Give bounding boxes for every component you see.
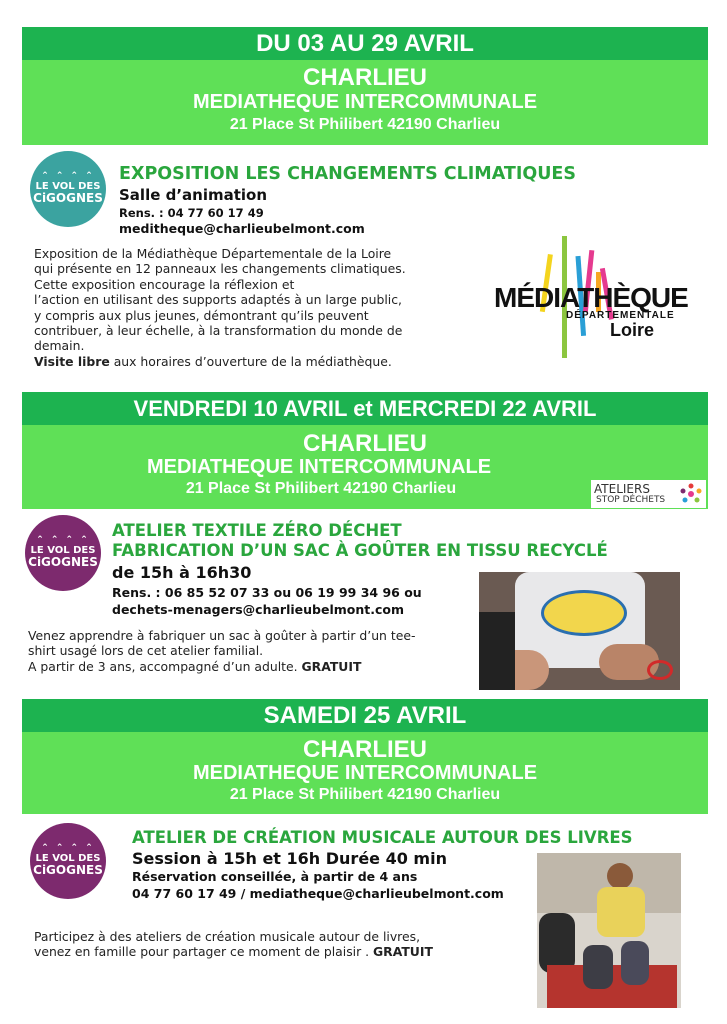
event-reservation-3: Réservation conseillée, à partir de 4 ans [132, 869, 418, 884]
event-description-3: Participez à des ateliers de création musicale autour de livres, venez en famille pour partager ce moment de plaisir . GRATUIT [34, 929, 433, 960]
vol-des-cigognes-logo-2: ⌃ ⌃ ⌃ ⌃ LE VOL DES CiGOGNES [25, 515, 101, 591]
event-room-1: Salle d’animation [119, 186, 268, 204]
event-contact-3: 04 77 60 17 49 / mediatheque@charlieubelmont.com [132, 886, 504, 901]
event-session-3: Session à 15h et 16h Durée 40 min [132, 849, 447, 868]
vol-des-cigognes-logo-3: ⌃ ⌃ ⌃ ⌃ LE VOL DES CiGOGNES [30, 823, 106, 899]
venue-3: MEDIATHEQUE INTERCOMMUNALE [192, 762, 538, 784]
date-banner-2 [22, 392, 708, 425]
date-banner-3-text: SAMEDI 25 AVRIL [263, 702, 467, 729]
venue-1: MEDIATHEQUE INTERCOMMUNALE [192, 91, 538, 113]
music-workshop-photo [537, 853, 681, 1008]
date-banner-3 [22, 699, 708, 732]
people-circle-icon [679, 483, 703, 505]
event-description-2: Venez apprendre à fabriquer un sac à goûter à partir d’un tee- shirt usagé lors de cet atelier familial. A partir de 3 ans, accompagné d’un adulte. GRATUIT [28, 628, 416, 674]
venue-block-1 [22, 60, 708, 145]
venue-2: MEDIATHEQUE INTERCOMMUNALE [146, 456, 492, 478]
event-email-1: meditheque@charlieubelmont.com [119, 221, 365, 236]
mediatheque-departementale-logo: MÉDIATHÈQUE DÉPARTEMENTALE Loire [492, 232, 670, 362]
event-rens-1: Rens. : 04 77 60 17 49 [119, 206, 264, 220]
event-title-1: EXPOSITION LES CHANGEMENTS CLIMATIQUES [119, 164, 576, 184]
town-1: CHARLIEU [303, 64, 427, 91]
address-3: 21 Place St Philibert 42190 Charlieu [229, 786, 501, 803]
ateliers-stop-dechets-badge: ATELIERS STOP DÉCHETS [591, 480, 706, 508]
date-banner-1-text: DU 03 AU 29 AVRIL [256, 30, 474, 57]
town-2: CHARLIEU [303, 430, 427, 457]
birds-icon: ⌃ ⌃ ⌃ ⌃ [36, 535, 90, 545]
event-title-2b: FABRICATION D’UN SAC À GOÛTER EN TISSU RECYCLÉ [112, 541, 608, 560]
address-2: 21 Place St Philibert 42190 Charlieu [185, 480, 457, 497]
textile-workshop-photo [479, 572, 680, 690]
event-email-2: dechets-menagers@charlieubelmont.com [112, 602, 405, 617]
event-rens-2: Rens. : 06 85 52 07 33 ou 06 19 99 34 96 ou [112, 585, 422, 600]
birds-icon: ⌃ ⌃ ⌃ ⌃ [41, 171, 95, 181]
venue-block-3 [22, 732, 708, 814]
address-1: 21 Place St Philibert 42190 Charlieu [229, 116, 501, 133]
vol-des-cigognes-logo-1: ⌃ ⌃ ⌃ ⌃ LE VOL DES CiGOGNES [30, 151, 106, 227]
date-banner-2-text: VENDREDI 10 AVRIL et MERCREDI 22 AVRIL [133, 396, 597, 421]
event-description-1: Exposition de la Médiathèque Départementale de la Loire qui présente en 12 panneaux les changements climatiques. Cette exposition encourage la réflexion et l’action en utilisant des supports adaptés à un large public, y compris aux plus jeunes, démontrant qu’ils peuvent contribuer, à leur échelle, à la transformation du monde de demain. Visite libre aux horaires d’ouverture de la médiathèque. [34, 246, 406, 369]
event-title-2a: ATELIER TEXTILE ZÉRO DÉCHET [112, 521, 402, 540]
town-3: CHARLIEU [303, 736, 427, 763]
event-time-2: de 15h à 16h30 [112, 563, 252, 582]
date-banner-1 [22, 27, 708, 60]
event-title-3: ATELIER DE CRÉATION MUSICALE AUTOUR DES LIVRES [132, 828, 633, 847]
birds-icon: ⌃ ⌃ ⌃ ⌃ [41, 843, 95, 853]
